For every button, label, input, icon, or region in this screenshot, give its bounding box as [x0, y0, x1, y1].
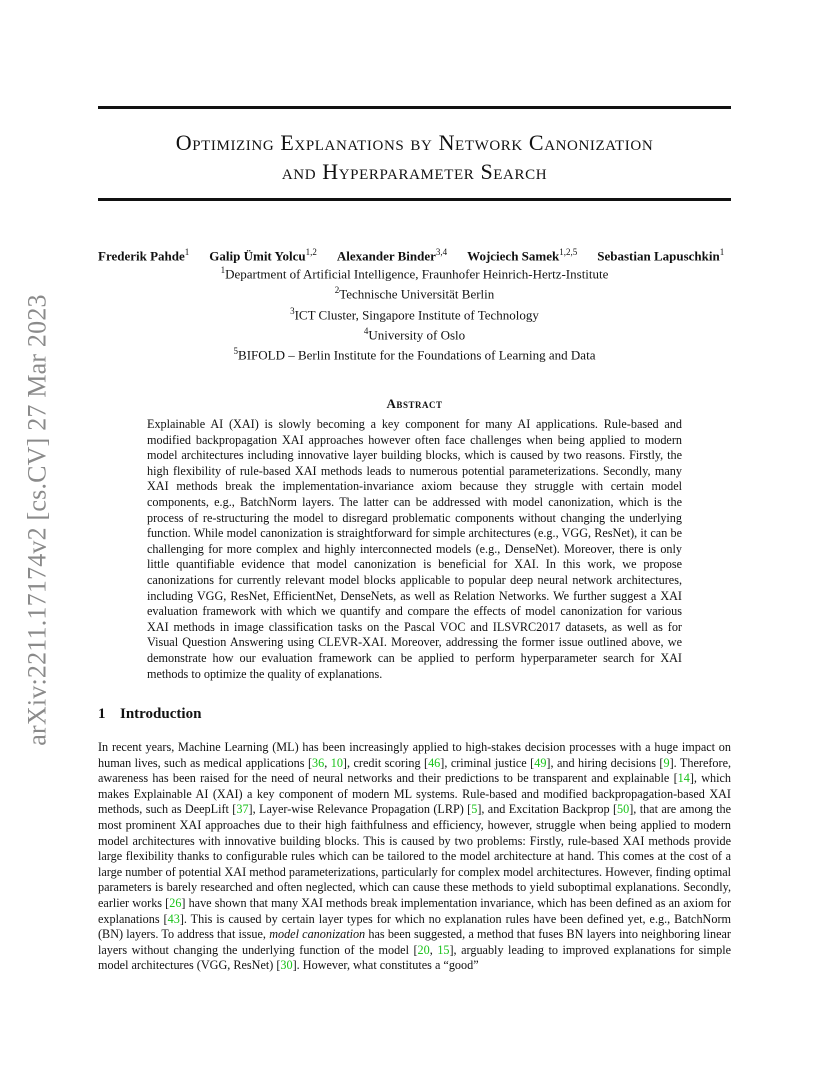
affiliation: $^5$BIFOLD – Berlin Institute for the Foundations of Learning and Data [233, 346, 596, 363]
citation-link[interactable]: 36 [312, 755, 325, 770]
author: Alexander Binder$^{3,4}$ [336, 247, 448, 264]
abstract-heading: Abstract [386, 396, 443, 411]
affiliation: $^3$ICT Cluster, Singapore Institute of Technology [290, 305, 539, 322]
title-bottom-rule [98, 198, 731, 201]
affiliation: $^2$Technische Universität Berlin [334, 285, 495, 302]
section-title: Introduction [120, 706, 202, 722]
citation-link[interactable]: 46 [428, 755, 441, 770]
citation-link[interactable]: 26 [169, 895, 182, 910]
citation-link[interactable]: 37 [236, 802, 249, 817]
author: Frederik Pahde$^1$ [98, 247, 190, 264]
affiliation-list [98, 262, 731, 364]
citation-link[interactable]: 15 [437, 942, 450, 957]
introduction-paragraph: In recent years, Machine Learning (ML) has been increasingly applied to high-stakes decision processes with a huge impact on human lives, such as medical applications [36, 10], credit scoring [46], criminal justice [49], and hiring decisions [9]. Therefore, awareness has been raised for the need of neural networks and their predictions to be transparent and explainable [14], which makes Explainable AI (XAI) a key component of modern ML systems. Rule-based and modified backpropagation-based XAI methods, such as DeepLift [37], Layer-wise Relevance Propagation (LRP) [5], and Excitation Backprop [50], that are among the most prominent XAI approaches due to their high faithfulness and efficiency, however, struggle when being applied to modern model architectures with innovative building blocks. This is caused by two problems: Firstly, rule-based XAI methods provide large flexibility thanks to configurable rules which can be tailored to the model architecture at hand. This comes at the cost of a large number of potential XAI method parameterizations, particularly for complex model architectures. However, finding optimal parameters is barely researched and often neglected, which can cause these methods to yield suboptimal explanations. Secondly, earlier works [26] have shown that many XAI methods break implementation invariance, which has been defined as an axiom for explanations [43]. This is caused by certain layer types for which no explanation rules have been defined yet, e.g., BatchNorm (BN) layers. To address that issue, model canonization has been suggested, a method that fuses BN layers into neighboring linear layers without changing the underlying function of the model [20, 15], arguably leading to improved explanations for simple model architectures (VGG, ResNet) [30]. However, what constitutes a “good” [98, 740, 732, 973]
citation-link[interactable]: 43 [167, 911, 180, 926]
paper-title [98, 128, 731, 186]
author: Galip Ümit Yolcu$^{1,2}$ [209, 247, 317, 264]
citation-link[interactable]: 20 [417, 942, 430, 957]
citation-link[interactable]: 30 [280, 958, 293, 973]
citation-link[interactable]: 49 [534, 755, 547, 770]
arxiv-identifier: arXiv:2211.17174v2 [cs.CV] 27 Mar 2023 [23, 294, 52, 746]
citation-link[interactable]: 50 [617, 802, 630, 817]
section-number: 1 [98, 706, 106, 722]
affiliation: $^4$University of Oslo [363, 325, 466, 343]
affiliation: $^1$Department of Artificial Intelligence, Fraunhofer Heinrich-Hertz-Institute [220, 265, 609, 282]
section-heading [98, 706, 201, 723]
arxiv-sidebar [18, 280, 58, 760]
title-top-rule [98, 106, 731, 109]
emphasized-term: model canonization [269, 927, 366, 942]
citation-link[interactable]: 9 [663, 755, 670, 770]
citation-link[interactable]: 10 [330, 755, 343, 770]
title-line-2: and Hyperparameter Search [281, 159, 548, 184]
author: Sebastian Lapuschkin$^1$ [597, 247, 725, 264]
title-line-1: Optimizing Explanations by Network Canonization [175, 130, 654, 155]
citation-link[interactable]: 14 [677, 771, 690, 786]
author: Wojciech Samek$^{1,2,5}$ [467, 247, 578, 264]
abstract-text: Explainable AI (XAI) is slowly becoming a key component for many AI applications. Rule-based and modified backpropagation XAI approaches however often face challenges when being applied to modern model architectures including innovative layer building blocks, which is caused by two reasons. Firstly, the high flexibility of rule-based XAI methods leads to numerous potential parameterizations. Secondly, many XAI methods break the implementation-invariance axiom because they struggle with certain model components, e.g., BatchNorm layers. The latter can be addressed with model canonization, which is the process of re-structuring the model to disregard problematic components without changing the underlying function. While model canonization is straightforward for simple architectures (e.g., VGG, ResNet), it can be challenging for more complex and highly interconnected models (e.g., DenseNet). Moreover, there is only little quantifiable evidence that model canonization is beneficial for XAI. In this work, we propose canonizations for currently relevant model blocks applicable to popular deep neural network architectures, including VGG, ResNet, EfficientNet, DenseNets, as well as Relation Networks. We further suggest a XAI evaluation framework with which we quantify and compare the effects of model canonization for various XAI methods in image classification tasks on the Pascal VOC and ILSVRC2017 datasets, as well as for Visual Question Answering using CLEVR-XAI. Moreover, addressing the former issue outlined above, we demonstrate how our evaluation framework can be applied to perform hyperparameter search for XAI methods to optimize the quality of explanations. [147, 417, 682, 681]
citation-link[interactable]: 5 [471, 802, 478, 817]
